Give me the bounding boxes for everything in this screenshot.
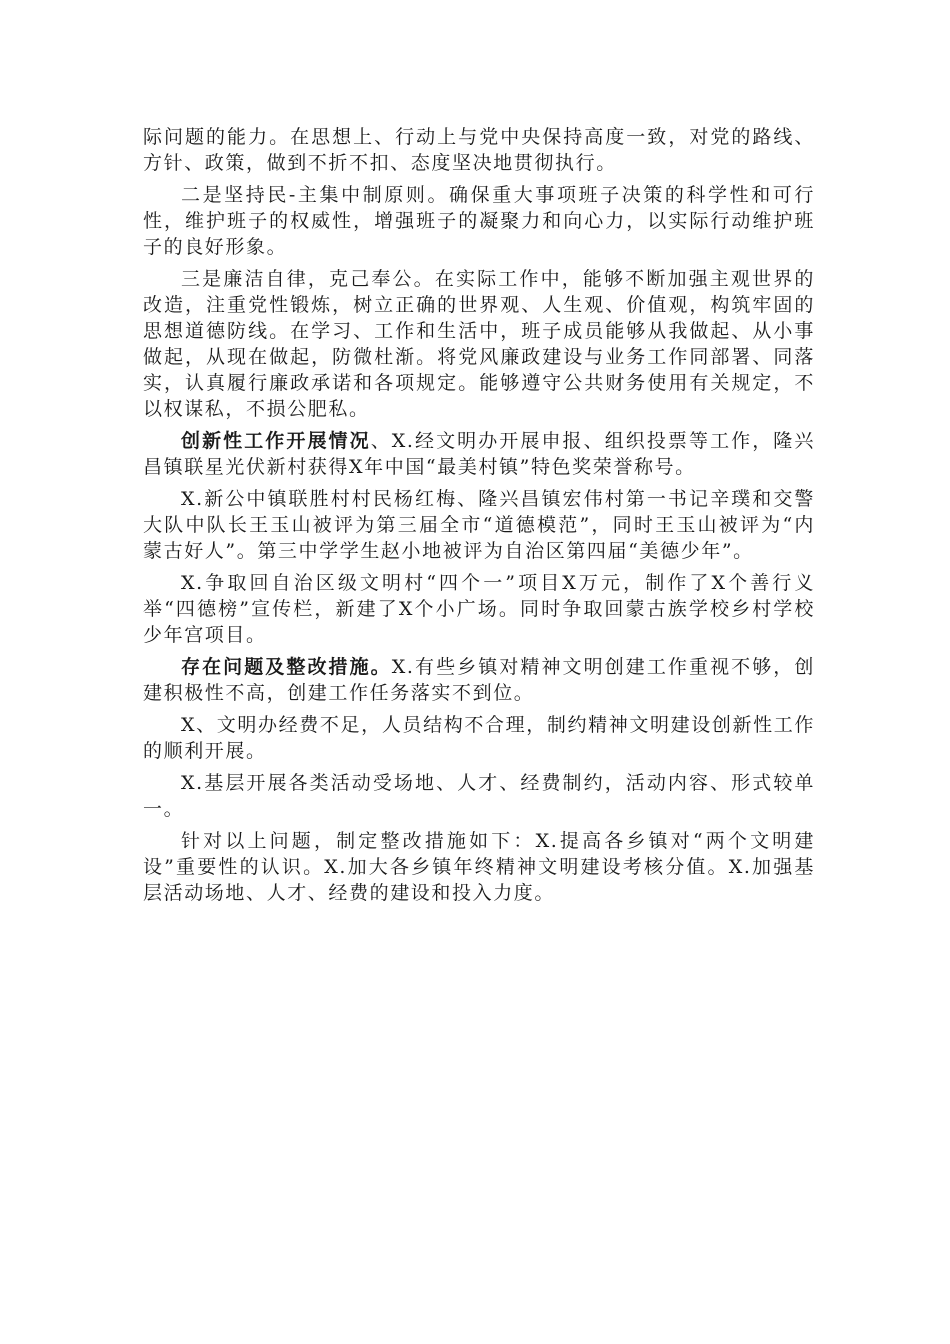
paragraph-continuation [143, 124, 815, 176]
paragraph-text: 际问题的能力。在思想上、行动上与党中央保持高度一致，对党的路线、方针、政策，做到不折不扣、态度坚决地贯彻执行。 [143, 126, 815, 174]
paragraph-democratic-centralism [143, 182, 815, 260]
section-heading: 存在问题及整改措施。 [181, 656, 392, 678]
paragraph-text: 、X.经文明办开展申报、组织投票等工作，隆兴昌镇联星光伏新村获得X年中国“最美村镇”特色奖荣誉称号。 [143, 430, 815, 478]
paragraph-moral-models [143, 486, 815, 564]
paragraph-innovative-work [143, 428, 815, 480]
paragraph-problems [143, 654, 815, 706]
paragraph-text: 二是坚持民-主集中制原则。确保重大事项班子决策的科学性和可行性，维护班子的权威性，增强班子的凝聚力和向心力，以实际行动维护班子的良好形象。 [143, 184, 815, 258]
paragraph-text: 三是廉洁自律，克己奉公。在实际工作中，能够不断加强主观世界的改造，注重党性锻炼，树立正确的世界观、人生观、价值观，构筑牢固的思想道德防线。在学习、工作和生活中，班子成员能够从我做起、从小事做起，从现在做起，防微杜渐。将党风廉政建设与业务工作同部署、同落实，认真履行廉政承诺和各项规定。能够遵守公共财务使用有关规定，不以权谋私，不损公肥私。 [143, 268, 815, 420]
paragraph-text: X、文明办经费不足，人员结构不合理，制约精神文明建设创新性工作的顺利开展。 [143, 714, 815, 762]
paragraph-text: X.争取回自治区级文明村“四个一”项目X万元，制作了X个善行义举“四德榜”宣传栏，新建了X个小广场。同时争取回蒙古族学校乡村学校少年宫项目。 [143, 572, 815, 646]
paragraph-text: X.新公中镇联胜村村民杨红梅、隆兴昌镇宏伟村第一书记辛璞和交警大队中队长王玉山被评为第三届全市“道德模范”，同时王玉山被评为“内蒙古好人”。第三中学学生赵小地被评为自治区第四届“美德少年”。 [143, 488, 815, 562]
document-body [143, 124, 815, 912]
paragraph-text: X.基层开展各类活动受场地、人才、经费制约，活动内容、形式较单一。 [143, 772, 815, 820]
paragraph-text: 针对以上问题，制定整改措施如下：X.提高各乡镇对“两个文明建设”重要性的认识。X.加大各乡镇年终精神文明建设考核分值。X.加强基层活动场地、人才、经费的建设和投入力度。 [143, 830, 815, 904]
section-heading: 创新性工作开展情况 [181, 430, 371, 452]
paragraph-projects [143, 570, 815, 648]
paragraph-funding [143, 712, 815, 764]
paragraph-grassroots [143, 770, 815, 822]
paragraph-integrity [143, 266, 815, 422]
paragraph-rectification [143, 828, 815, 906]
paragraph-text: X.有些乡镇对精神文明创建工作重视不够，创建积极性不高，创建工作任务落实不到位。 [143, 656, 815, 704]
